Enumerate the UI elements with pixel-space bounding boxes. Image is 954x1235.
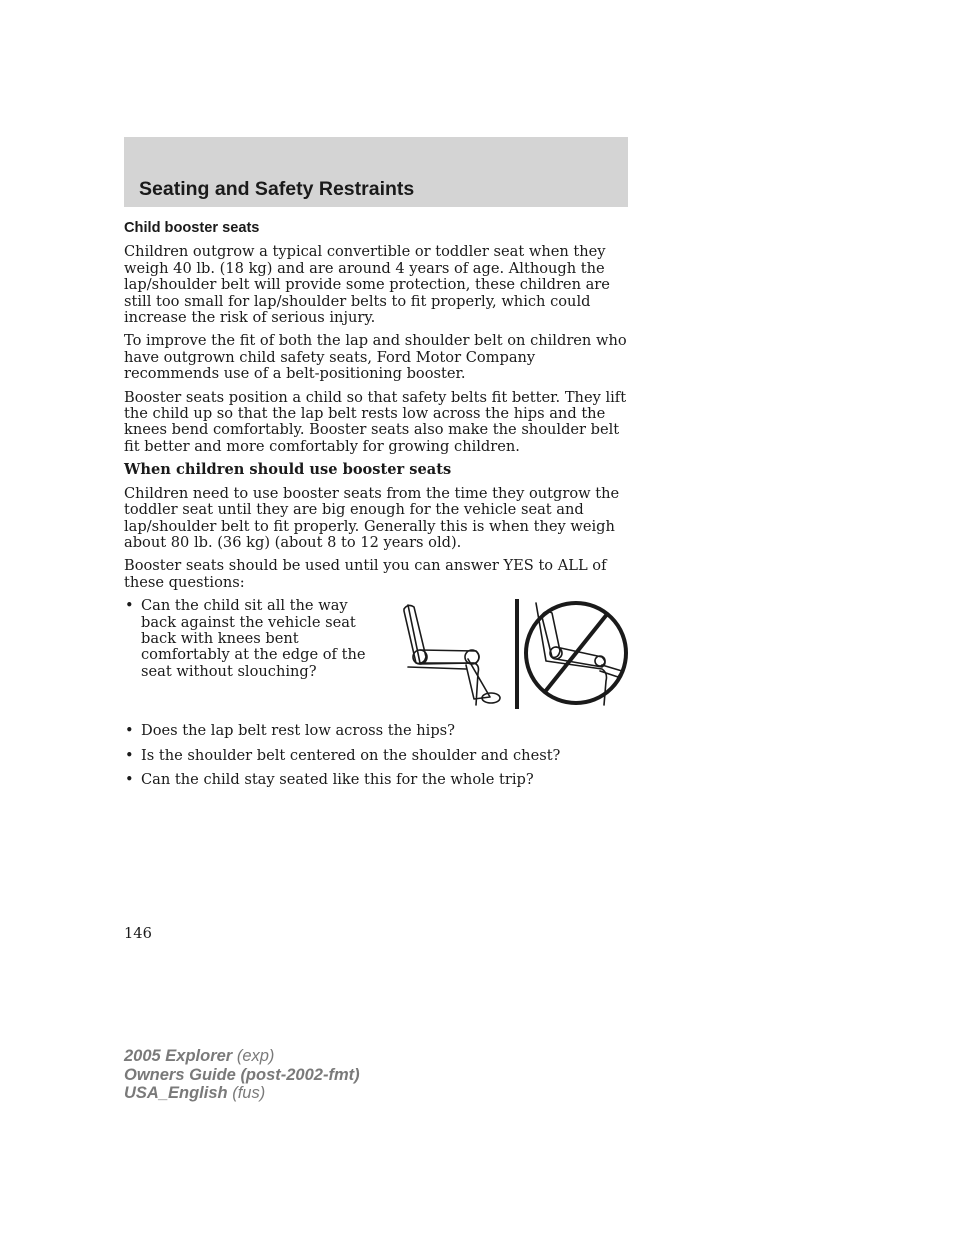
paragraph: Children outgrow a typical convertible or toddler seat when they weigh 40 lb. (18 kg) and are around 4 years of age. Although the lap/shoulder belt will provide some protection, these children are still too small for lap/shoulder belts to fit properly, which could increase the risk of serious injury. [124,243,610,327]
prohibition-icon [526,603,626,703]
footer-language: USA_English [124,1084,228,1102]
footer-language-code: (fus) [227,1084,266,1102]
booster-seat-illustration [396,595,628,711]
bullet-with-figure [124,598,628,711]
section-header-band [124,137,628,207]
page-content [124,220,628,796]
child-knee-correct [465,650,479,664]
document-footer [124,1047,360,1103]
seat-cushion-correct [408,667,466,669]
child-knee-incorrect [595,656,605,666]
page-number: 146 [124,925,152,942]
when-to-use-heading: When children should use booster seats [124,461,452,479]
list-item: • Can the child sit all the way back against the vehicle seat back with knees bent comfortably at the edge of the seat without slouching? [124,598,382,680]
list-item: • Can the child stay seated like this for the whole trip? [124,772,628,788]
paragraph: Booster seats should be used until you can answer YES to ALL of these questions: [124,557,607,591]
list-item: • Is the shoulder belt centered on the shoulder and chest? [124,748,628,764]
seat-posture-diagram [396,595,628,711]
list-item: • Does the lap belt rest low across the hips? [124,723,628,739]
child-torso-correct [404,606,426,664]
child-booster-seats-heading: Child booster seats [124,220,260,236]
footer-line-guide [124,1066,360,1085]
footer-line-model [124,1047,360,1066]
paragraph: Children need to use booster seats from the time they outgrow the toddler seat until they are big enough for the vehicle seat and lap/shoulder belt to fit properly. Generally this is when they weigh about 80 lb. (36 kg) (about 8 to 12 years old). [124,484,620,551]
footer-model-code: (exp) [232,1047,275,1065]
footer-model: 2005 Explorer [124,1047,233,1065]
seat-back-correct [408,605,479,705]
footer-guide: Owners Guide (post-2002-fmt) [124,1065,360,1084]
footer-line-language [124,1084,360,1103]
paragraph: To improve the fit of both the lap and shoulder belt on children who have outgrown child safety seats, Ford Motor Company recommends use of a belt-positioning booster. [124,332,627,383]
section-title: Seating and Safety Restraints [139,178,415,200]
paragraph: Booster seats position a child so that safety belts fit better. They lift the child up so that the lap belt rests low across the hips and the knees bend comfortably. Booster seats also make the shoulder belt fit better and more comfortably for growing children. [124,388,627,455]
